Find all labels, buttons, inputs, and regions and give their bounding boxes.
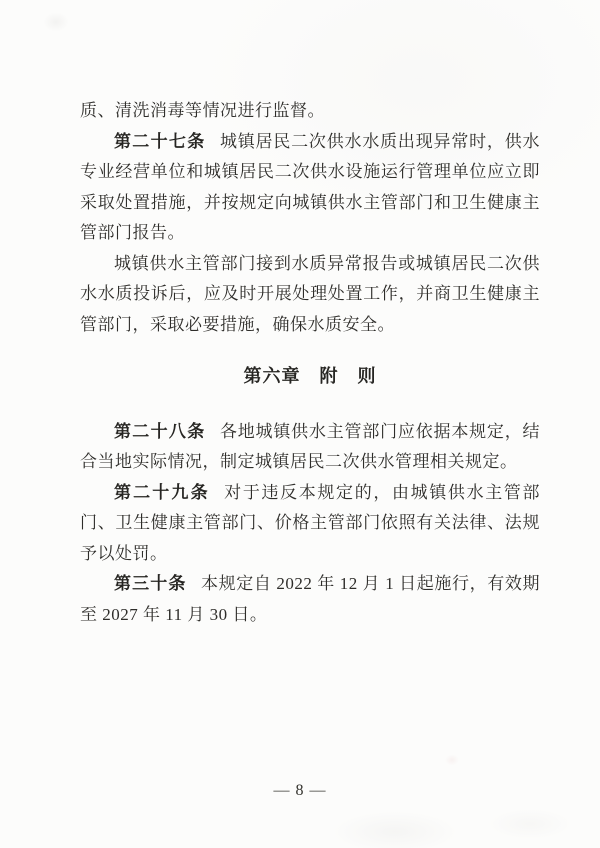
paragraph [80, 417, 540, 478]
paragraph [80, 127, 540, 249]
paragraph: 质、清洗消毒等情况进行监督。 [80, 101, 325, 120]
article-text: 城镇居民二次供水水质出现异常时，供水专业经营单位和城镇居民二次供水设施运行管理单位应立即采取处置措施，并按规定向城镇供水主管部门和卫生健康主管部门报告。 [80, 131, 541, 242]
chapter-heading: 第六章 附 则 [243, 366, 377, 386]
article-text: 本规定自 2022 年 12 月 1 日起施行，有效期至 2027 年 11 月 30 日。 [80, 574, 541, 624]
paragraph [80, 478, 540, 570]
article-number: 第二十九条 [114, 482, 210, 502]
paragraph [80, 569, 540, 630]
article-number: 第二十八条 [114, 421, 206, 441]
article-text: 各地城镇供水主管部门应依据本规定，结合当地实际情况，制定城镇居民二次供水管理相关规定。 [80, 421, 541, 471]
article-number: 第二十七条 [114, 131, 206, 151]
article-number: 第三十条 [114, 574, 187, 593]
page-number: — 8 — [273, 782, 327, 799]
document-body [80, 96, 540, 630]
article-text: 对于违反本规定的，由城镇供水主管部门、卫生健康主管部门、价格主管部门依照有关法律、法规予以处罚。 [80, 482, 541, 563]
paragraph: 城镇供水主管部门接到水质异常报告或城镇居民二次供水水质投诉后，应及时开展处理处置工作，并商卫生健康主管部门，采取必要措施，确保水质安全。 [80, 253, 540, 334]
